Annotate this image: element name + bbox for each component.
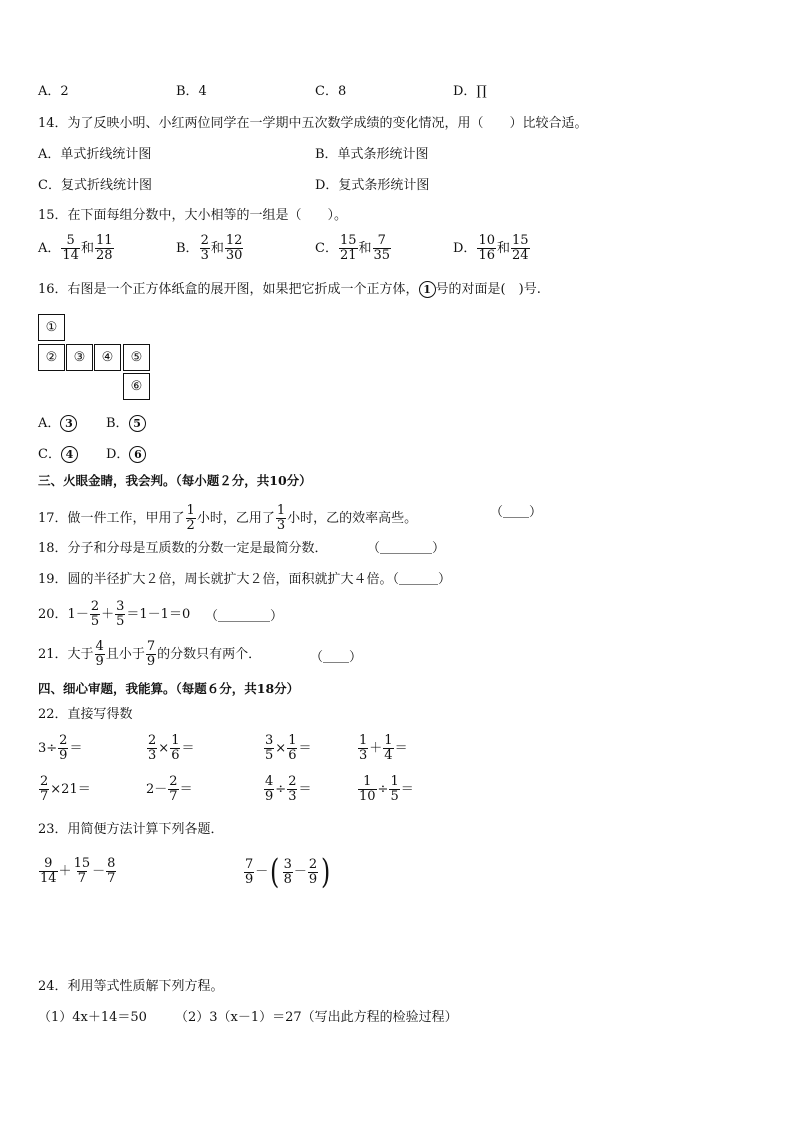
q18: 18．分子和分母是互质数的分数一定是最简分数． [38,541,328,556]
circled-number: 4 [61,446,78,463]
fraction: $\frac{8}{7}$ [107,856,116,886]
q17: 17．做一件工作，甲用了 $\frac{1}{2}$ 小时，乙用了 $\frac{1}{3}$ 小时，乙的效率高些。 [38,503,418,533]
q22-expr-8: $\frac{1}{10}$ ÷ $\frac{1}{5}$ ＝ [359,774,414,804]
fraction: $\frac{3}{5}$ [116,599,125,629]
fraction: $\frac{11}{28}$ [95,233,113,263]
q22-expr-1: 3÷ $\frac{2}{9}$ ＝ [38,733,83,763]
fraction: $\frac{3}{8}$ [283,856,292,887]
fraction: $\frac{1}{3}$ [359,733,368,763]
fraction: $\frac{4}{9}$ [95,639,104,669]
fraction: $\frac{2}{3}$ [288,774,297,804]
fraction: $\frac{4}{9}$ [265,774,274,804]
fraction: $\frac{15}{21}$ [339,233,357,263]
q18-answer-blank[interactable]: （＿＿＿＿） [367,541,446,556]
circled-number: 6 [129,446,146,463]
q19: 19．圆的半径扩大２倍，周长就扩大２倍，面积就扩大４倍。（＿＿＿） [38,572,452,587]
net-cell-3: ③ [66,344,93,371]
q15-option-b: B． $\frac{2}{3}$ 和 $\frac{12}{30}$ [176,233,243,263]
q22-expr-2: $\frac{2}{3}$ × $\frac{1}{6}$ ＝ [148,733,195,763]
fraction: $\frac{1}{2}$ [186,503,195,533]
fraction: $\frac{2}{7}$ [169,774,178,804]
q21: 21．大于 $\frac{4}{9}$ 且小于 $\frac{7}{9}$ 的分数只有两个． [38,639,262,669]
q15-option-d: D． $\frac{10}{16}$ 和 $\frac{15}{24}$ [453,233,529,263]
q15-option-c: C． $\frac{15}{21}$ 和 $\frac{7}{35}$ [315,233,391,263]
fraction: $\frac{7}{9}$ [146,639,156,669]
q16-option-b: B． 5 [106,415,146,433]
net-cell-4: ④ [94,344,121,371]
q13-option-b: B．4 [176,84,207,99]
q22-expr-5: $\frac{2}{7}$ ×21＝ [40,774,91,804]
q22-stem: 22．直接写得数 [38,707,133,722]
q22-expr-7: $\frac{4}{9}$ ÷ $\frac{2}{3}$ ＝ [265,774,312,804]
fraction: $\frac{7}{35}$ [373,233,391,263]
q16-option-a: A． 3 [38,415,77,433]
fraction: $\frac{10}{16}$ [478,233,495,263]
q20: 20．1－ $\frac{2}{5}$ ＋ $\frac{3}{5}$ ＝1－1＝0 [38,599,191,629]
fraction: $\frac{2}{9}$ [59,733,68,763]
fraction: $\frac{2}{3}$ [148,733,157,763]
q20-answer-blank[interactable]: （＿＿＿＿） [205,609,284,624]
q14-option-d: D．复式条形统计图 [315,178,430,193]
q23-stem: 23．用简便方法计算下列各题． [38,822,224,837]
circled-number: 1 [419,281,436,298]
fraction: $\frac{7}{9}$ [245,856,254,887]
fraction: $\frac{1}{3}$ [276,503,286,533]
cube-net-diagram [38,314,154,400]
q22-expr-6: 2－ $\frac{2}{7}$ ＝ [146,774,193,804]
q16-option-d: D． 6 [106,446,146,464]
net-cell-6: ⑥ [123,373,150,400]
circled-number: 3 [60,415,77,432]
fraction: $\frac{9}{14}$ [40,856,57,886]
q14-option-a: A．单式折线统计图 [38,147,152,162]
fraction: $\frac{2}{7}$ [40,774,49,804]
right-paren: ) [321,852,331,892]
q16-option-c: C． 4 [38,446,78,464]
fraction: $\frac{15}{24}$ [512,233,529,263]
fraction: $\frac{5}{14}$ [62,233,79,263]
section-3-heading: 三、火眼金睛，我会判。（每小题２分，共10分） [38,473,312,488]
q22-expr-4: $\frac{1}{3}$ ＋ $\frac{1}{4}$ ＝ [359,733,408,763]
q14-option-c: C．复式折线统计图 [38,178,152,193]
fraction: $\frac{3}{5}$ [265,733,274,763]
left-paren: ( [270,852,280,892]
circled-number: 5 [129,415,146,432]
fraction: $\frac{2}{9}$ [308,856,318,887]
q24-part-1: （1）4x＋14＝50 [38,1010,147,1025]
section-4-heading: 四、细心审题，我能算。（每题６分，共18分） [38,681,300,696]
q22-expr-3: $\frac{3}{5}$ × $\frac{1}{6}$ ＝ [265,733,312,763]
fraction: $\frac{2}{3}$ [200,233,209,263]
q17-answer-blank[interactable]: （＿＿） [490,505,543,520]
q23-expr-1: $\frac{9}{14}$ ＋ $\frac{15}{7}$ － $\frac{8}{7}$ [40,856,116,886]
fraction: $\frac{1}{5}$ [390,774,399,804]
q23-expr-2: $\frac{7}{9}$ －( $\frac{3}{8}$ － $\frac{2}{9}$ ) [245,852,331,892]
q14-stem: 14．为了反映小明、小红两位同学在一学期中五次数学成绩的变化情况，用（ ）比较合适。 [38,116,588,131]
fraction: $\frac{12}{30}$ [225,233,243,263]
fraction: $\frac{1}{6}$ [171,733,180,763]
q14-option-b: B．单式条形统计图 [315,147,429,162]
fraction: $\frac{1}{6}$ [288,733,297,763]
q24-part-2: （2）3（x－1）＝27（写出此方程的检验过程） [175,1010,458,1025]
net-cell-1: ① [38,314,65,341]
net-cell-2: ② [38,344,65,371]
q13-option-d: D．∏ [453,84,487,99]
q21-answer-blank[interactable]: （＿＿） [310,650,363,665]
q15-option-a: A． $\frac{5}{14}$ 和 $\frac{11}{28}$ [38,233,113,263]
net-cell-5: ⑤ [123,344,150,371]
q24-stem: 24．利用等式性质解下列方程。 [38,979,224,994]
fraction: $\frac{1}{10}$ [359,774,376,804]
q13-option-a: A．2 [38,84,69,99]
q13-option-c: C．8 [315,84,347,99]
fraction: $\frac{2}{5}$ [90,599,100,629]
fraction: $\frac{15}{7}$ [73,856,91,886]
q15-stem: 15．在下面每组分数中，大小相等的一组是（ ）。 [38,208,348,223]
q16-stem: 16．右图是一个正方体纸盒的展开图，如果把它折成一个正方体， 1 号的对面是( )号. [38,282,541,297]
fraction: $\frac{1}{4}$ [384,733,393,763]
